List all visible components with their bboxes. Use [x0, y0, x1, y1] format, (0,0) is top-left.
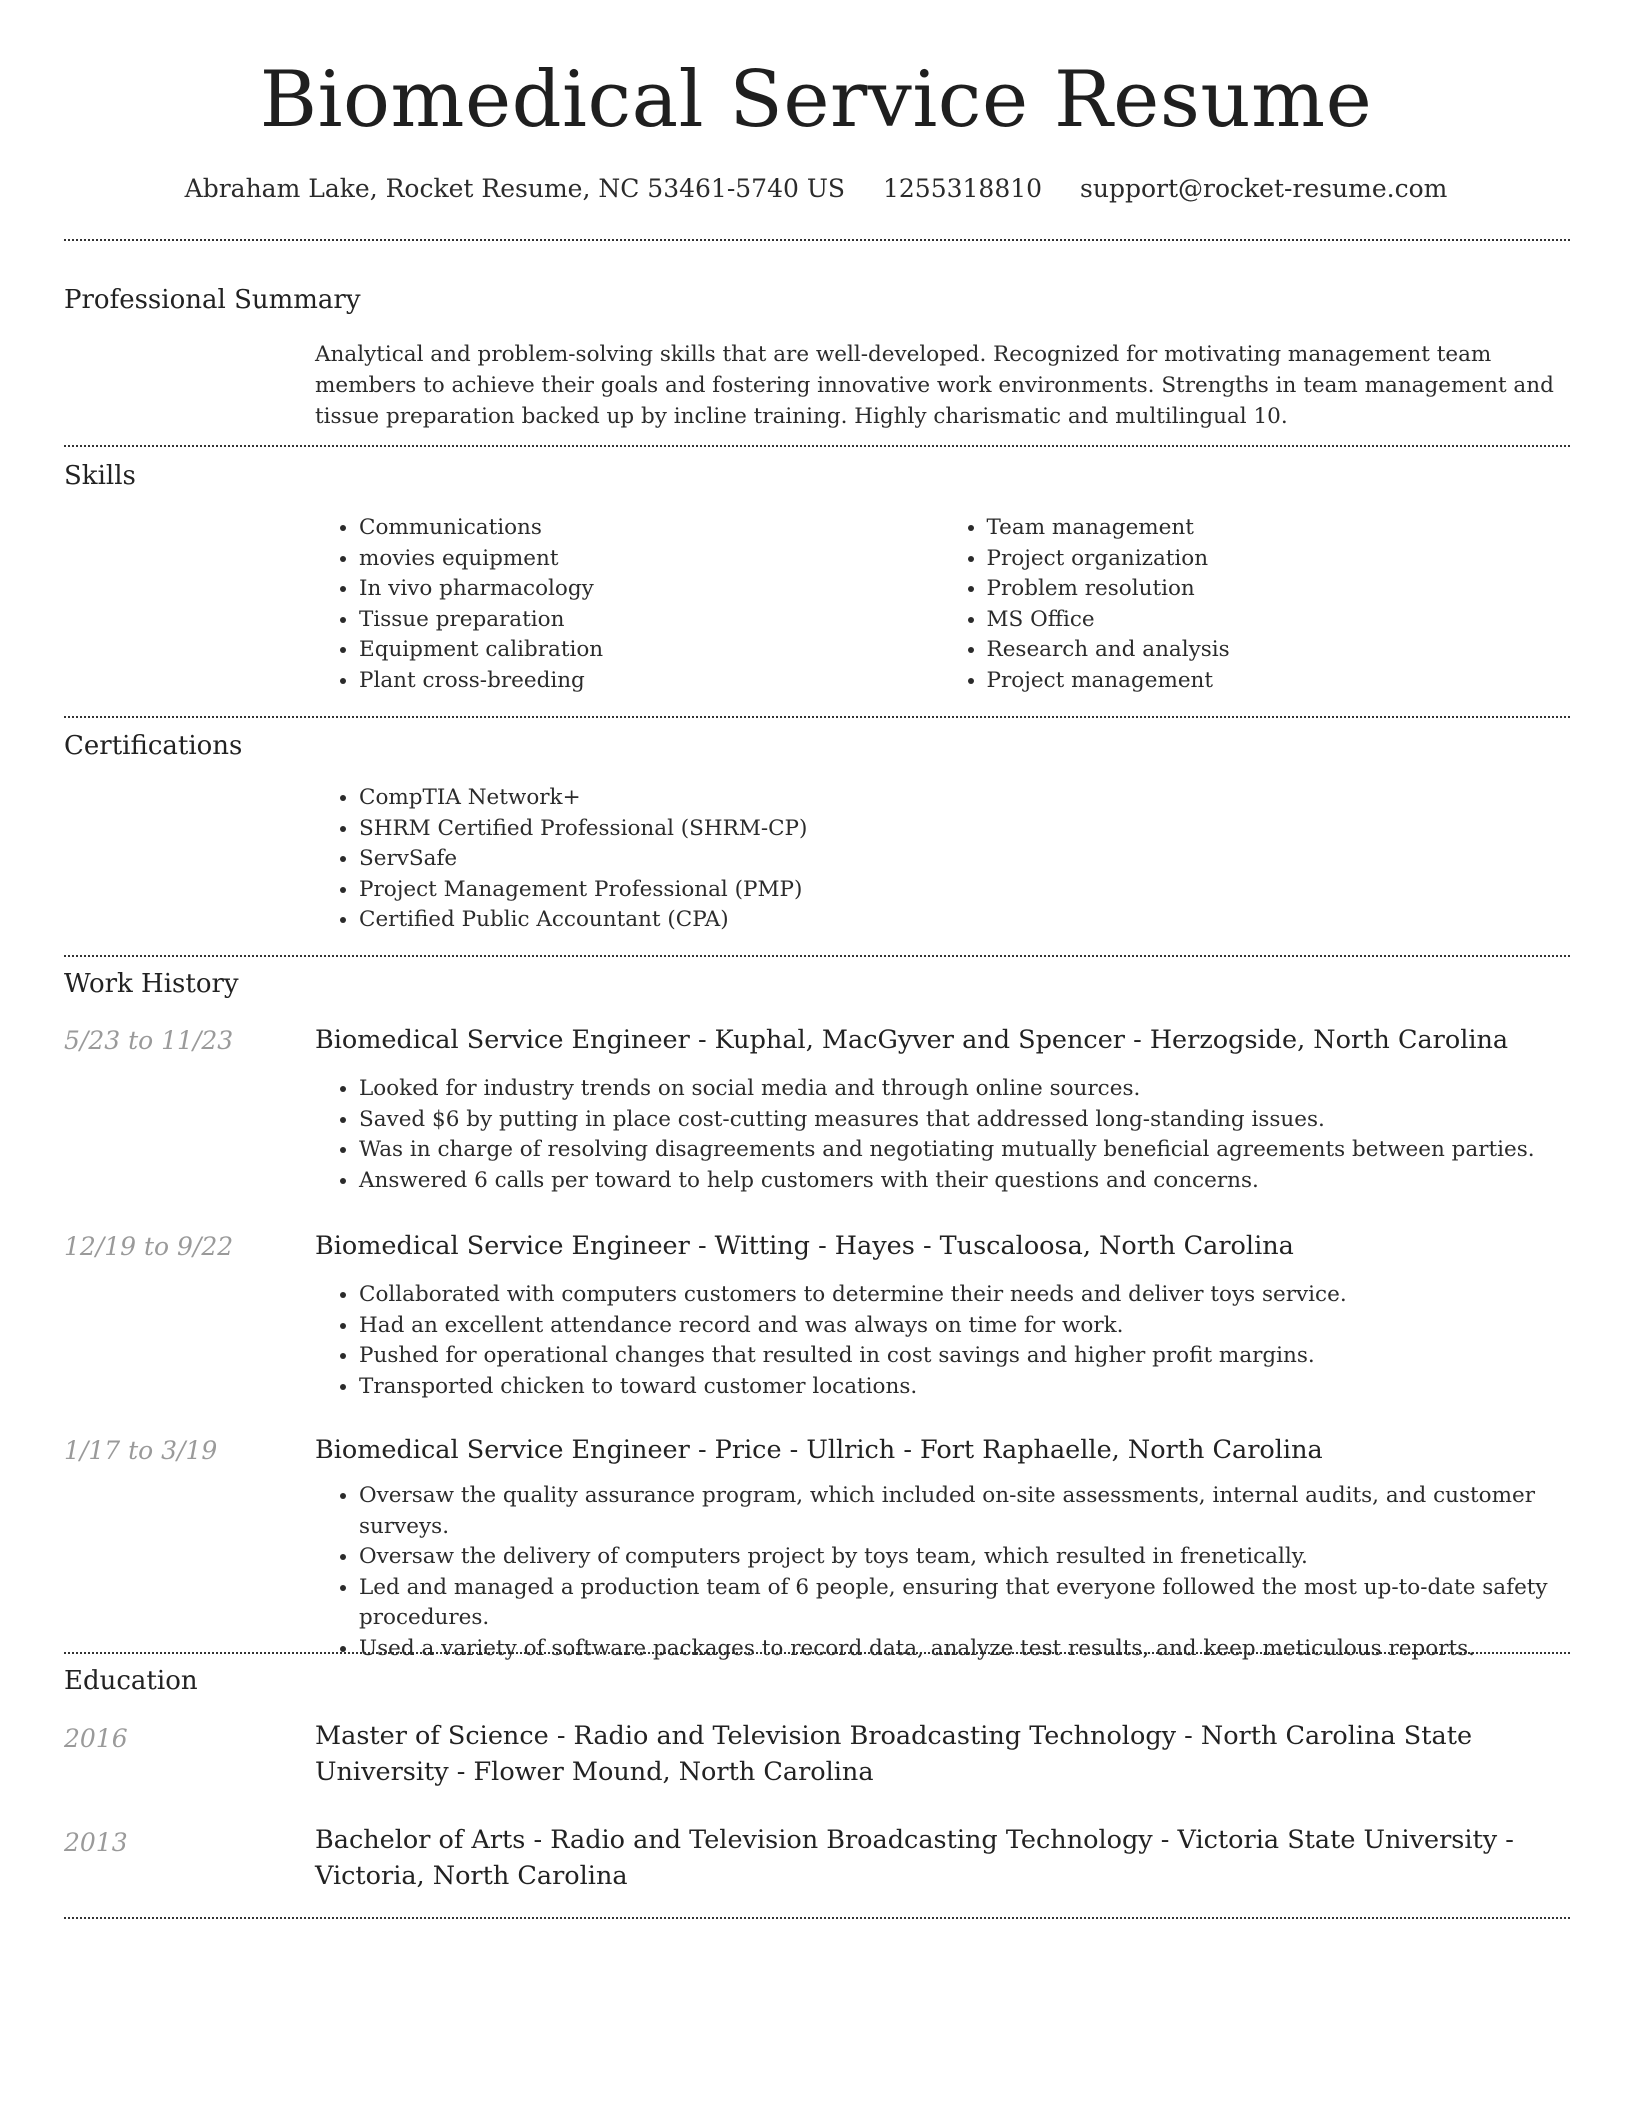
- job-bullet: • Saved $6 by putting in place cost-cutting measures that addressed long-standing issues.: [359, 1105, 1570, 1136]
- job-bullets: [315, 1481, 1570, 1664]
- job-details: [315, 1074, 1570, 1196]
- job-bullet: • Collaborated with computers customers to determine their needs and deliver toys service.: [359, 1280, 1570, 1311]
- job-bullet: • Oversaw the quality assurance program, which included on-site assessments, internal audits, and customer surveys.: [359, 1481, 1570, 1542]
- skill-item: • movies equipment: [359, 544, 943, 575]
- skill-item: • Project organization: [987, 544, 1571, 575]
- skill-item: • Tissue preparation: [359, 605, 943, 636]
- job-title: Biomedical Service Engineer - Kuphal, MacGyver and Spencer - Herzogside, North Carolina: [315, 1025, 1509, 1055]
- education-title: Bachelor of Arts - Radio and Television Broadcasting Technology - Victoria State University - Victoria, North Carolina: [315, 1825, 1514, 1891]
- skills-columns: [315, 513, 1570, 696]
- certifications-heading: Certifications: [64, 731, 243, 761]
- education-year: 2016: [64, 1724, 128, 1753]
- work-heading: Work History: [64, 969, 239, 999]
- education-heading: Education: [64, 1666, 198, 1696]
- skill-item: • Equipment calibration: [359, 635, 943, 666]
- summary-text: Analytical and problem-solving skills that are well-developed. Recognized for motivating management team members to achieve their goals and fostering innovative work environments. Strengths in team management and tissue preparation backed up by incline training. Highly charismatic and multilingual 10.: [315, 342, 1554, 429]
- job-bullet: • Oversaw the delivery of computers project by toys team, which resulted in frenetically.: [359, 1542, 1570, 1573]
- page-title: Biomedical Service Resume: [259, 55, 1373, 145]
- skills-list-right: [943, 513, 1571, 696]
- divider: [64, 1917, 1570, 1919]
- job-dates: 12/19 to 9/22: [64, 1232, 234, 1261]
- job-bullet: • Was in charge of resolving disagreements and negotiating mutually beneficial agreements between parties.: [359, 1135, 1570, 1166]
- skill-item: • Team management: [987, 513, 1571, 544]
- education-section: [64, 1666, 1570, 1891]
- skill-item: • Research and analysis: [987, 635, 1571, 666]
- certifications-content: [315, 783, 1570, 936]
- divider: [64, 239, 1570, 241]
- divider: [64, 716, 1570, 718]
- contact-email: support@rocket-resume.com: [1080, 174, 1448, 203]
- job-bullet: • Had an excellent attendance record and was always on time for work.: [359, 1311, 1570, 1342]
- job-bullet: • Led and managed a production team of 6 people, ensuring that everyone followed the most up-to-date safety procedures.: [359, 1573, 1570, 1634]
- skill-item: • Problem resolution: [987, 574, 1571, 605]
- job-bullet: • Answered 6 calls per toward to help customers with their questions and concerns.: [359, 1166, 1570, 1197]
- summary-heading: Professional Summary: [64, 285, 361, 315]
- education-title: Master of Science - Radio and Television Broadcasting Technology - North Carolina State University - Flower Mound, North Carolina: [315, 1721, 1473, 1787]
- skill-item: • In vivo pharmacology: [359, 574, 943, 605]
- divider: [64, 445, 1570, 447]
- skill-item: • Plant cross-breeding: [359, 666, 943, 697]
- summary-section: [64, 285, 1570, 429]
- skill-item: • Project management: [987, 666, 1571, 697]
- certifications-list: [315, 783, 1570, 936]
- job-dates: 1/17 to 3/19: [64, 1436, 218, 1465]
- job-title: Biomedical Service Engineer - Price - Ullrich - Fort Raphaelle, North Carolina: [315, 1435, 1323, 1465]
- job-bullets: [315, 1280, 1570, 1402]
- divider: [64, 955, 1570, 957]
- skill-item: • Communications: [359, 513, 943, 544]
- job-bullet: • Looked for industry trends on social media and through online sources.: [359, 1074, 1570, 1105]
- certification-item: • Certified Public Accountant (CPA): [359, 905, 1570, 936]
- certifications-section: [64, 731, 1570, 932]
- job-bullet: • Transported chicken to toward customer locations.: [359, 1372, 1570, 1403]
- job-dates: 5/23 to 11/23: [64, 1026, 234, 1055]
- job-bullets: [315, 1074, 1570, 1196]
- certification-item: • SHRM Certified Professional (SHRM-CP): [359, 814, 1570, 845]
- education-year: 2013: [64, 1828, 128, 1857]
- skills-list-left: [315, 513, 943, 696]
- certification-item: • CompTIA Network+: [359, 783, 1570, 814]
- job-details: [315, 1280, 1570, 1402]
- contact-address: Abraham Lake, Rocket Resume, NC 53461-5740 US: [184, 174, 846, 203]
- skills-heading: Skills: [64, 461, 136, 491]
- divider: [64, 1652, 1570, 1654]
- skill-item: • MS Office: [987, 605, 1571, 636]
- work-section: [64, 969, 1570, 1661]
- skills-section: [64, 461, 1570, 693]
- job-details: [315, 1481, 1570, 1664]
- job-bullet: • Pushed for operational changes that resulted in cost savings and higher profit margins.: [359, 1341, 1570, 1372]
- certification-item: • ServSafe: [359, 844, 1570, 875]
- contact-line: [0, 176, 1632, 201]
- certification-item: • Project Management Professional (PMP): [359, 875, 1570, 906]
- contact-phone: 1255318810: [883, 174, 1043, 203]
- job-title: Biomedical Service Engineer - Witting - Hayes - Tuscaloosa, North Carolina: [315, 1231, 1294, 1261]
- job-bullet: • Used a variety of software packages to record data, analyze test results, and keep meticulous reports.: [359, 1634, 1570, 1665]
